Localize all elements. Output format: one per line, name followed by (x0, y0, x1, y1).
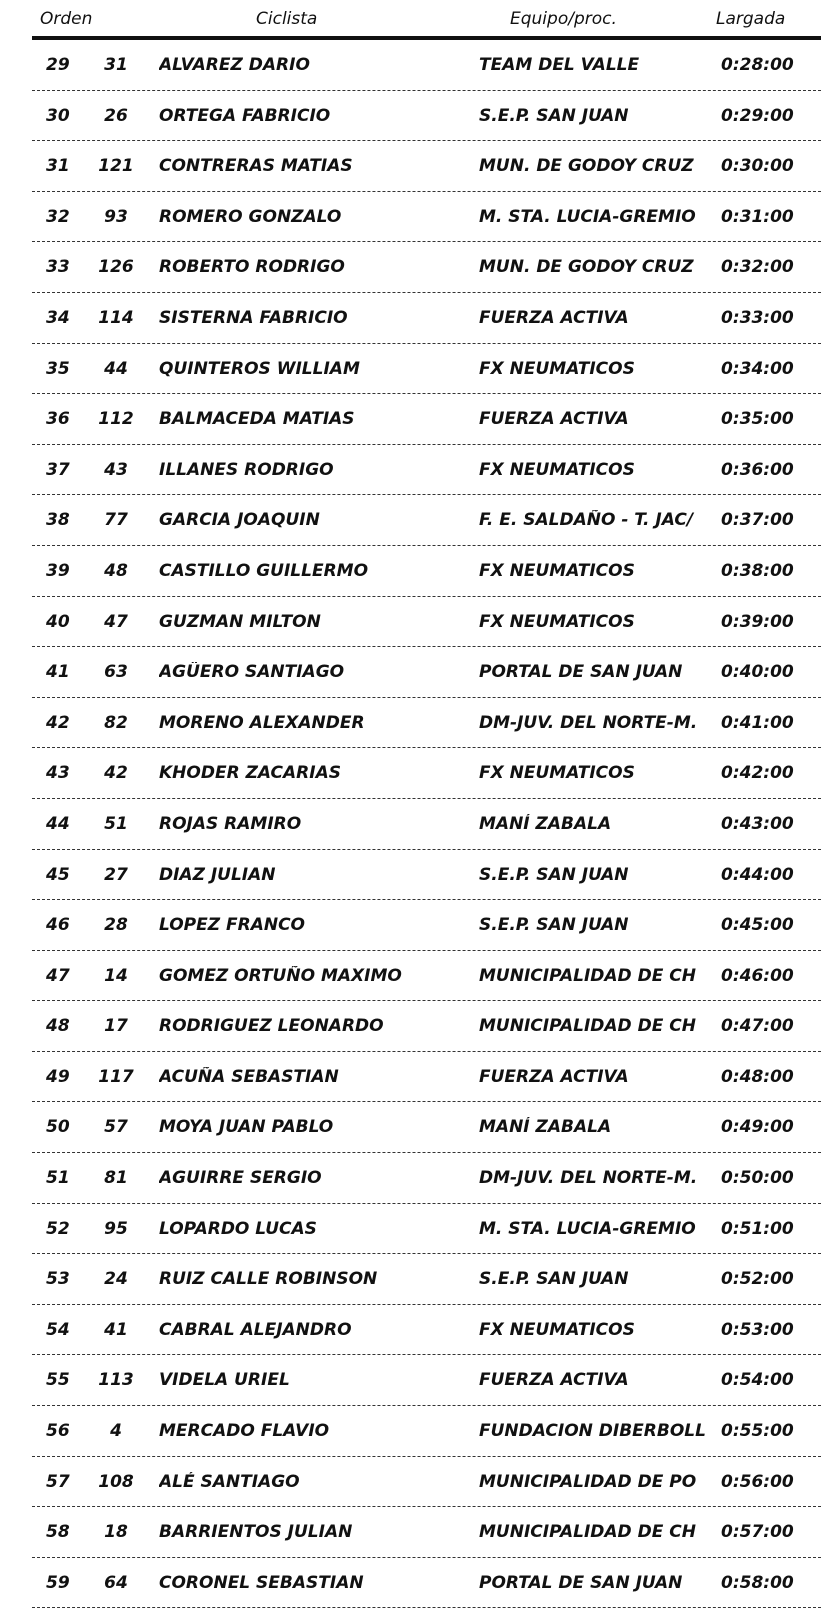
cell-largada: 0:37:00 (721, 510, 794, 531)
table-row (32, 850, 821, 901)
cell-ciclista: LOPARDO LUCAS (159, 1218, 317, 1239)
table-row (32, 647, 821, 698)
cell-ciclista: ACUÑA SEBASTIAN (159, 1066, 339, 1087)
cell-numero: 117 (98, 1066, 134, 1087)
cell-orden: 42 (46, 712, 70, 733)
cell-equipo: FX NEUMATICOS (479, 560, 635, 581)
cell-numero: 4 (110, 1421, 122, 1442)
cell-orden: 58 (46, 1522, 70, 1543)
table-row (32, 546, 821, 597)
cell-numero: 63 (104, 662, 128, 683)
cell-equipo: MANÍ ZABALA (479, 1117, 612, 1138)
cell-orden: 53 (46, 1269, 70, 1290)
cell-numero: 24 (104, 1269, 128, 1290)
cell-equipo: FX NEUMATICOS (479, 358, 635, 379)
cell-orden: 38 (46, 510, 70, 531)
header-orden: Orden (40, 9, 93, 29)
cell-equipo: F. E. SALDAÑO - T. JAC/ (479, 510, 694, 531)
cell-equipo: MUNICIPALIDAD DE CH (479, 965, 696, 986)
cell-orden: 59 (46, 1572, 70, 1593)
cell-ciclista: BARRIENTOS JULIAN (159, 1522, 353, 1543)
cell-ciclista: CORONEL SEBASTIAN (159, 1572, 364, 1593)
cell-orden: 54 (46, 1319, 70, 1340)
cell-numero: 14 (104, 965, 128, 986)
cell-equipo: FX NEUMATICOS (479, 1319, 635, 1340)
table-row (32, 192, 821, 243)
table-row (32, 1305, 821, 1356)
cell-ciclista: GUZMAN MILTON (159, 611, 321, 632)
cell-equipo: FUERZA ACTIVA (479, 1370, 629, 1391)
cell-equipo: TEAM DEL VALLE (479, 55, 640, 75)
cell-ciclista: GARCIA JOAQUIN (159, 510, 320, 531)
table-row (32, 597, 821, 648)
cell-largada: 0:56:00 (721, 1471, 794, 1492)
cell-equipo: FX NEUMATICOS (479, 611, 635, 632)
cell-orden: 39 (46, 560, 70, 581)
cell-orden: 43 (46, 763, 70, 784)
cell-largada: 0:40:00 (721, 662, 794, 683)
cell-orden: 33 (46, 257, 70, 278)
cell-numero: 18 (104, 1522, 128, 1543)
cell-ciclista: VIDELA URIEL (159, 1370, 290, 1391)
cell-equipo: FUERZA ACTIVA (479, 1066, 629, 1087)
cell-ciclista: ALVAREZ DARIO (159, 55, 310, 75)
cell-largada: 0:50:00 (721, 1168, 794, 1189)
cell-equipo: MUN. DE GODOY CRUZ (479, 156, 694, 177)
cell-largada: 0:49:00 (721, 1117, 794, 1138)
cell-ciclista: KHODER ZACARIAS (159, 763, 341, 784)
cell-largada: 0:41:00 (721, 712, 794, 733)
table-row (32, 1355, 821, 1406)
table-body (32, 40, 821, 1608)
cell-ciclista: DIAZ JULIAN (159, 864, 276, 885)
cell-largada: 0:48:00 (721, 1066, 794, 1087)
cell-equipo: DM-JUV. DEL NORTE-M. (479, 1168, 698, 1189)
cell-orden: 40 (46, 611, 70, 632)
cell-largada: 0:46:00 (721, 965, 794, 986)
cell-largada: 0:52:00 (721, 1269, 794, 1290)
cell-orden: 32 (46, 206, 70, 227)
cell-largada: 0:29:00 (721, 105, 794, 126)
cell-largada: 0:45:00 (721, 915, 794, 936)
cell-ciclista: MORENO ALEXANDER (159, 712, 365, 733)
cell-ciclista: RUIZ CALLE ROBINSON (159, 1269, 378, 1290)
cell-orden: 46 (46, 915, 70, 936)
table-row (32, 951, 821, 1002)
table-row (32, 748, 821, 799)
cell-numero: 93 (104, 206, 128, 227)
table-row (32, 242, 821, 293)
cell-orden: 45 (46, 864, 70, 885)
cell-ciclista: SISTERNA FABRICIO (159, 307, 348, 328)
table-row (32, 394, 821, 445)
cell-numero: 44 (104, 358, 128, 379)
cell-equipo: FUERZA ACTIVA (479, 409, 629, 430)
cell-orden: 36 (46, 409, 70, 430)
cell-equipo: DM-JUV. DEL NORTE-M. (479, 712, 698, 733)
table-row (32, 799, 821, 850)
cell-numero: 41 (104, 1319, 128, 1340)
cell-equipo: PORTAL DE SAN JUAN (479, 662, 683, 683)
cell-orden: 47 (46, 965, 70, 986)
cell-equipo: S.E.P. SAN JUAN (479, 915, 629, 936)
cell-largada: 0:43:00 (721, 813, 794, 834)
cell-orden: 31 (46, 156, 70, 177)
table-row (32, 1001, 821, 1052)
cell-equipo: MUN. DE GODOY CRUZ (479, 257, 694, 278)
cell-ciclista: ALÉ SANTIAGO (159, 1471, 300, 1492)
cell-numero: 81 (104, 1168, 128, 1189)
table-row (32, 1558, 821, 1608)
cell-orden: 48 (46, 1016, 70, 1037)
cell-orden: 41 (46, 662, 70, 683)
cell-equipo: MUNICIPALIDAD DE CH (479, 1522, 696, 1543)
cell-numero: 95 (104, 1218, 128, 1239)
cell-ciclista: ROMERO GONZALO (159, 206, 342, 227)
cell-ciclista: ROJAS RAMIRO (159, 813, 302, 834)
cell-numero: 121 (98, 156, 134, 177)
cell-largada: 0:47:00 (721, 1016, 794, 1037)
cell-equipo: FUNDACION DIBERBOLL (479, 1421, 706, 1442)
cell-largada: 0:55:00 (721, 1421, 794, 1442)
cell-ciclista: QUINTEROS WILLIAM (159, 358, 360, 379)
cell-numero: 51 (104, 813, 128, 834)
cell-numero: 42 (104, 763, 128, 784)
cell-equipo: MUNICIPALIDAD DE CH (479, 1016, 696, 1037)
cell-largada: 0:51:00 (721, 1218, 794, 1239)
table-row (32, 293, 821, 344)
cell-equipo: FUERZA ACTIVA (479, 307, 629, 328)
cell-largada: 0:31:00 (721, 206, 794, 227)
cell-orden: 55 (46, 1370, 70, 1391)
cell-orden: 52 (46, 1218, 70, 1239)
table-row (32, 900, 821, 951)
cell-ciclista: CONTRERAS MATIAS (159, 156, 353, 177)
cell-ciclista: AGÜERO SANTIAGO (159, 662, 345, 683)
cell-ciclista: CABRAL ALEJANDRO (159, 1319, 352, 1340)
cell-equipo: M. STA. LUCIA-GREMIO (479, 206, 696, 227)
table-row (32, 1153, 821, 1204)
cell-equipo: M. STA. LUCIA-GREMIO (479, 1218, 696, 1239)
cell-largada: 0:33:00 (721, 307, 794, 328)
cell-orden: 56 (46, 1421, 70, 1442)
cell-largada: 0:39:00 (721, 611, 794, 632)
cell-numero: 113 (98, 1370, 134, 1391)
header-ciclista: Ciclista (256, 9, 318, 29)
cell-largada: 0:54:00 (721, 1370, 794, 1391)
cell-orden: 49 (46, 1066, 70, 1087)
cell-largada: 0:35:00 (721, 409, 794, 430)
cell-ciclista: AGUIRRE SERGIO (159, 1168, 322, 1189)
cell-numero: 48 (104, 560, 128, 581)
cell-ciclista: LOPEZ FRANCO (159, 915, 306, 936)
header-equipo: Equipo/proc. (510, 9, 617, 29)
cell-numero: 47 (104, 611, 128, 632)
table-row (32, 40, 821, 91)
cell-largada: 0:28:00 (721, 55, 794, 75)
cell-ciclista: CASTILLO GUILLERMO (159, 560, 369, 581)
table-row (32, 141, 821, 192)
table-row (32, 344, 821, 395)
cell-largada: 0:38:00 (721, 560, 794, 581)
table-row (32, 1204, 821, 1255)
cell-numero: 43 (104, 459, 128, 480)
table-row (32, 1406, 821, 1457)
cell-largada: 0:57:00 (721, 1522, 794, 1543)
cell-largada: 0:42:00 (721, 763, 794, 784)
cell-numero: 17 (104, 1016, 128, 1037)
cell-largada: 0:44:00 (721, 864, 794, 885)
cell-numero: 64 (104, 1572, 128, 1593)
cell-numero: 126 (98, 257, 134, 278)
cell-equipo: S.E.P. SAN JUAN (479, 105, 629, 126)
cell-orden: 35 (46, 358, 70, 379)
cell-ciclista: GOMEZ ORTUÑO MAXIMO (159, 965, 402, 986)
table-row (32, 1507, 821, 1558)
table-row (32, 1102, 821, 1153)
cell-numero: 31 (104, 55, 128, 75)
cell-numero: 57 (104, 1117, 128, 1138)
cell-ciclista: RODRIGUEZ LEONARDO (159, 1016, 384, 1037)
table-row (32, 445, 821, 496)
table-row (32, 91, 821, 142)
cell-numero: 28 (104, 915, 128, 936)
cell-orden: 37 (46, 459, 70, 480)
cell-largada: 0:58:00 (721, 1572, 794, 1593)
table-row (32, 1254, 821, 1305)
cell-orden: 30 (46, 105, 70, 126)
cell-largada: 0:53:00 (721, 1319, 794, 1340)
cell-orden: 51 (46, 1168, 70, 1189)
cell-numero: 77 (104, 510, 128, 531)
cell-numero: 108 (98, 1471, 134, 1492)
cell-ciclista: MOYA JUAN PABLO (159, 1117, 334, 1138)
cell-largada: 0:32:00 (721, 257, 794, 278)
header-largada: Largada (716, 9, 786, 29)
cell-equipo: FX NEUMATICOS (479, 459, 635, 480)
cell-numero: 82 (104, 712, 128, 733)
cell-ciclista: ILLANES RODRIGO (159, 459, 334, 480)
cell-orden: 29 (46, 55, 70, 75)
cell-equipo: MUNICIPALIDAD DE PO (479, 1471, 697, 1492)
cell-largada: 0:36:00 (721, 459, 794, 480)
cell-ciclista: ROBERTO RODRIGO (159, 257, 345, 278)
cell-orden: 50 (46, 1117, 70, 1138)
cell-ciclista: BALMACEDA MATIAS (159, 409, 355, 430)
table-header (32, 0, 821, 40)
cell-largada: 0:34:00 (721, 358, 794, 379)
table-row (32, 1052, 821, 1103)
cell-equipo: MANÍ ZABALA (479, 813, 612, 834)
cell-orden: 34 (46, 307, 70, 328)
cell-largada: 0:30:00 (721, 156, 794, 177)
table-row (32, 698, 821, 749)
cell-ciclista: ORTEGA FABRICIO (159, 105, 331, 126)
table-row (32, 495, 821, 546)
cell-equipo: PORTAL DE SAN JUAN (479, 1572, 683, 1593)
cell-equipo: S.E.P. SAN JUAN (479, 1269, 629, 1290)
cell-numero: 112 (98, 409, 134, 430)
cell-numero: 27 (104, 864, 128, 885)
cell-ciclista: MERCADO FLAVIO (159, 1421, 330, 1442)
cell-orden: 44 (46, 813, 70, 834)
cell-equipo: S.E.P. SAN JUAN (479, 864, 629, 885)
cell-equipo: FX NEUMATICOS (479, 763, 635, 784)
cell-orden: 57 (46, 1471, 70, 1492)
cell-numero: 26 (104, 105, 128, 126)
table-row (32, 1457, 821, 1508)
cell-numero: 114 (98, 307, 134, 328)
